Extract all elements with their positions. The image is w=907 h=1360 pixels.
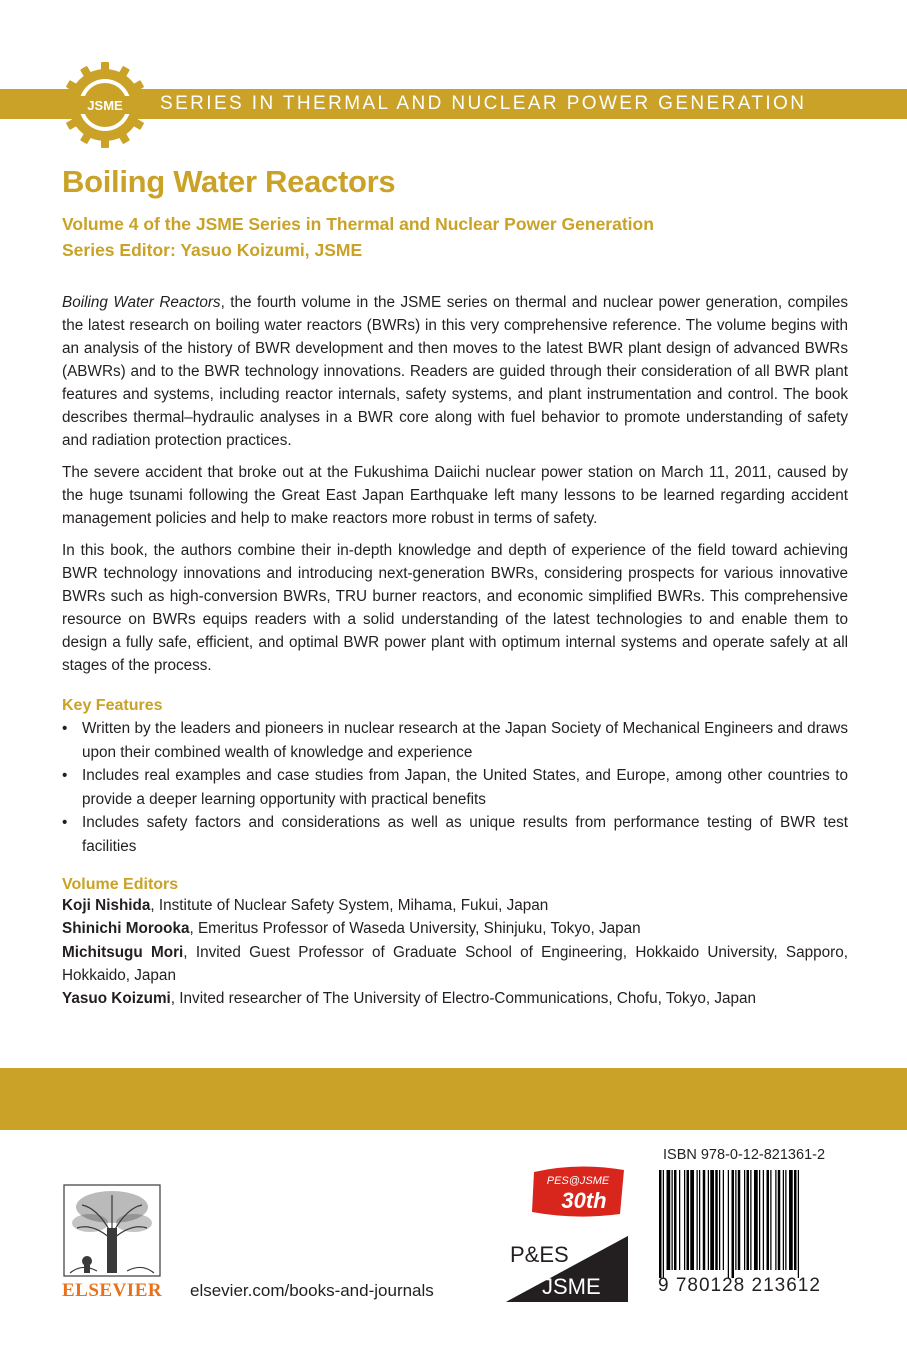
editor-entry: [62, 941, 848, 988]
volume-editors: [62, 876, 848, 1010]
barcode-bar: [744, 1170, 745, 1270]
barcode-bar: [699, 1170, 700, 1270]
barcode-bar: [798, 1170, 799, 1278]
barcode-bar: [663, 1170, 664, 1278]
feature-item: • Includes real examples and case studies from Japan, the United States, and Europe, among other countries to provide a deeper learning opportunity with practical benefits: [62, 764, 848, 811]
series-editor-line: Series Editor: Yasuo Koizumi, JSME: [62, 240, 363, 260]
description-paragraph-2: The severe accident that broke out at the Fukushima Daiichi nuclear power station on March 11, 2011, caused by the huge tsunami following the Great East Japan Earthquake left many lessons to be learned regarding accident management policies and help to make reactors more robust in terms of safety.: [62, 464, 848, 527]
barcode-bar: [770, 1170, 771, 1270]
key-features-heading: Key Features: [62, 697, 163, 714]
barcode-bar: [667, 1170, 671, 1270]
paragraph-1-text: , the fourth volume in the JSME series on thermal and nuclear power generation, compiles the latest research on boiling water reactors (BWRs) in this very comprehensive reference. The volume begins with an analysis of the history of BWR development and then moves to the latest BWR plant design of advanced BWRs (ABWRs) and to the BWR technology innovations. Readers are guided through their consideration of all BWR plant features and systems, including reactor internals, safety systems, and plant instrumentation and control. The book describes thermal–hydraulic analyses in a BWR core along with fuel behavior to promote understanding of safety and radiation protection practices.: [62, 294, 848, 449]
barcode-bar: [659, 1170, 662, 1278]
jsme-logo-text: JSME: [87, 98, 123, 113]
editor-affiliation: , Institute of Nuclear Safety System, Mihama, Fukui, Japan: [150, 897, 549, 914]
barcode-bar: [754, 1170, 758, 1270]
barcode-bar: [690, 1170, 694, 1270]
elsevier-wordmark: ELSEVIER: [62, 1280, 163, 1301]
barcode-bar: [747, 1170, 750, 1270]
barcode-bar: [684, 1170, 685, 1270]
key-features: [62, 697, 848, 858]
isbn-barcode-icon: [655, 1170, 843, 1278]
barcode-bar: [750, 1170, 751, 1270]
book-subtitle-block: [62, 211, 654, 263]
barcode-bar: [728, 1170, 729, 1278]
barcode-bar: [723, 1170, 724, 1270]
description-paragraph-3: In this book, the authors combine their in-depth knowledge and depth of experience of the field toward achieving BWR technology innovations and introducing next-generation BWRs, considering prospects for various innovative BWRs such as high-conversion BWRs, TRU burner reactors, and economic simplified BWRs. This comprehensive resource on BWRs equips readers with a solid understanding of the latest technologies to and enable them to design a fully safe, efficient, and optimal BWR power plant with optimum internal systems and operate safely at all stages of the process.: [62, 542, 848, 674]
barcode-bar: [687, 1170, 690, 1270]
jsme-gear-logo: [60, 60, 150, 150]
elsevier-url[interactable]: elsevier.com/books-and-journals: [190, 1281, 434, 1300]
barcode-bar: [703, 1170, 706, 1270]
barcode-bar: [759, 1170, 760, 1270]
isbn-number: ISBN 978-0-12-821361-2: [663, 1147, 826, 1163]
barcode-bar: [674, 1170, 677, 1270]
description: [62, 291, 848, 686]
barcode-bar: [789, 1170, 793, 1270]
pes-jsme-logo: [506, 1236, 628, 1302]
barcode-bar: [672, 1170, 673, 1270]
barcode-bar: [735, 1170, 736, 1270]
editor-name: Shinichi Morooka: [62, 920, 190, 938]
editor-name: Michitsugu Mori: [62, 943, 184, 961]
barcode-digits: 9 780128 213612: [658, 1275, 821, 1296]
barcode-bar: [715, 1170, 718, 1270]
barcode-bar: [794, 1170, 797, 1270]
volume-line: Volume 4 of the JSME Series in Thermal and Nuclear Power Generation: [62, 214, 654, 234]
editor-affiliation: , Emeritus Professor of Waseda University, Shinjuku, Tokyo, Japan: [189, 920, 641, 938]
barcode-bar: [679, 1170, 680, 1270]
editor-name: Yasuo Koizumi: [62, 990, 171, 1008]
editor-affiliation: , Invited Guest Professor of Graduate School of Engineering, Hokkaido University, Sapporo, Hokkaido, Japan: [62, 943, 848, 984]
barcode-bar: [785, 1170, 786, 1270]
pes-badge-number: 30th: [561, 1188, 607, 1213]
pes-line-1: P&ES: [510, 1242, 569, 1267]
volume-editors-heading: Volume Editors: [62, 876, 179, 893]
barcode-bar: [738, 1170, 741, 1270]
barcode-bar: [708, 1170, 709, 1270]
editor-affiliation: , Invited researcher of The University of Electro-Communications, Chofu, Tokyo, Japan: [170, 990, 757, 1008]
barcode-bar: [710, 1170, 714, 1270]
barcode-bar: [732, 1170, 735, 1278]
feature-item: • Written by the leaders and pioneers in nuclear research at the Japan Society of Mechanical Engineers and draws upon their combined wealth of knowledge and experience: [62, 717, 848, 764]
book-title: Boiling Water Reactors: [62, 164, 396, 199]
editor-entry: [62, 917, 848, 940]
barcode-bar: [719, 1170, 720, 1270]
elsevier-tree-logo-icon: [62, 1183, 162, 1278]
description-paragraph-1: [62, 291, 848, 452]
barcode-bar: [778, 1170, 781, 1270]
series-label: SERIES IN THERMAL AND NUCLEAR POWER GENERATION: [160, 93, 807, 114]
editor-name: Koji Nishida: [62, 897, 151, 914]
key-features-list: [62, 717, 848, 858]
book-title-italic: Boiling Water Reactors: [62, 294, 221, 311]
barcode-bar: [697, 1170, 698, 1270]
feature-item: • Includes safety factors and considerations as well as unique results from performance testing of BWR test facilities: [62, 811, 848, 858]
editor-entry: [62, 987, 848, 1010]
barcode-bar: [783, 1170, 784, 1270]
barcode-bar: [763, 1170, 764, 1270]
pes-line-2: JSME: [542, 1274, 601, 1299]
pes-badge-top-text: PES@JSME: [546, 1175, 610, 1187]
pes-30th-badge-icon: [528, 1162, 628, 1220]
bottom-gold-band: [0, 1068, 907, 1130]
barcode-bar: [775, 1170, 776, 1270]
barcode-bar: [767, 1170, 770, 1270]
editor-entry: [62, 894, 848, 917]
